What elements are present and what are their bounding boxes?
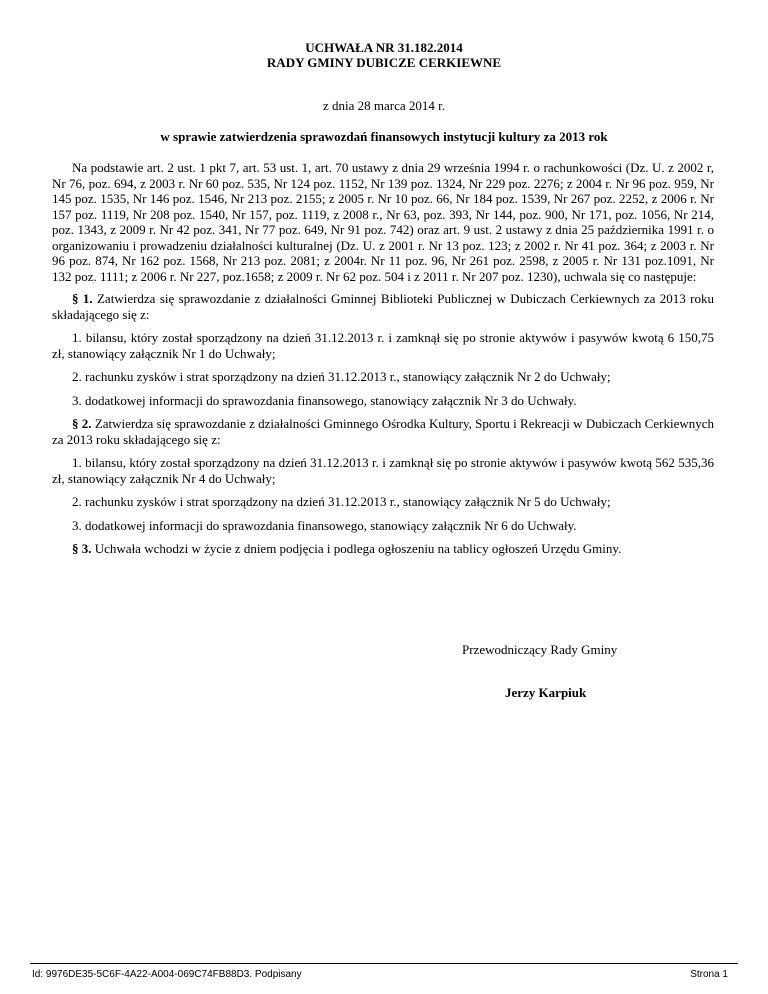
resolution-body (52, 160, 714, 565)
section-2-item-3: 3. dodatkowej informacji do sprawozdania finansowego, stanowiący załącznik Nr 6 do Uchwały. (72, 517, 577, 533)
signatory-role: Przewodniczący Rady Gminy (462, 642, 618, 657)
section-1-mark: § 1. (72, 291, 93, 306)
section-3-text: Uchwała wchodzi w życie z dniem podjęcia i podlega ogłoszeniu na tablicy ogłoszeń Urzędu Gminy. (91, 541, 622, 556)
resolution-subject: w sprawie zatwierdzenia sprawozdań finansowych instytucji kultury za 2013 rok (160, 129, 608, 144)
section-1-item-1: 1. bilansu, który został sporządzony na dzień 31.12.2013 r. i zamknął się po stronie aktywów i pasywów kwotą 6 150,75 zł, stanowiący załącznik Nr 1 do Uchwały; (52, 330, 714, 361)
resolution-date: z dnia 28 marca 2014 r. (322, 98, 445, 113)
section-1-item-3: 3. dodatkowej informacji do sprawozdania finansowego, stanowiący załącznik Nr 3 do Uchwały. (72, 392, 577, 408)
footer-divider (30, 963, 738, 964)
document-id: Id: 9976DE35-5C6F-4A22-A004-069C74FB88D3. Podpisany (32, 969, 302, 980)
section-3-mark: § 3. (72, 541, 92, 556)
signatory-name: Jerzy Karpiuk (505, 685, 587, 700)
section-1-item-2: 2. rachunku zysków i strat sporządzony na dzień 31.12.2013 r., stanowiący załącznik Nr 2 do Uchwały; (72, 369, 611, 384)
resolution-number: UCHWAŁA NR 31.182.2014 (305, 40, 463, 55)
section-1 (52, 291, 714, 322)
section-2-item-1: 1. bilansu, który został sporządzony na dzień 31.12.2013 r. i zamknął się po stronie aktywów i pasywów kwotą 562 535,36 zł, stanowiący załącznik Nr 4 do Uchwały; (52, 455, 714, 486)
council-name: RADY GMINY DUBICZE CERKIEWNE (266, 55, 502, 70)
preamble-paragraph: Na podstawie art. 2 ust. 1 pkt 7, art. 53 ust. 1, art. 70 ustawy z dnia 29 września 1994 r. o rachunkowości (Dz. U. z 2002 r, Nr 76, poz. 694, z 2003 r. Nr 60 poz. 535, Nr 124 poz. 1152, Nr 139 poz. 1324, Nr 229 poz. 2276; z 2004 r. Nr 96 poz. 959, Nr 145 poz. 1535, Nr 146 poz. 1546, Nr 213 poz. 2155; z 2005 r. Nr 10 poz. 66, Nr 184 poz. 1539, Nr 267 poz. 2252, z 2006 r. Nr 157 poz. 1119, Nr 208 poz. 1540, Nr 157, poz. 1119, z 2008 r., Nr 63, poz. 393, Nr 144, poz. 900, Nr 171, poz. 1056, Nr 214, poz. 1343, z 2009 r. Nr 42 poz. 341, Nr 77 poz. 649, Nr 91 poz. 742) oraz art. 9 ust. 2 ustawy z dnia 25 października 1991 r. o organizowaniu i prowadzeniu działalności kulturalnej (Dz. U. z 2001 r. Nr 13 poz. 123; z 2002 r. Nr 41 poz. 364; z 2003 r. Nr 96 poz. 874, Nr 162 poz. 1568, Nr 213 poz. 2081; z 2004r. Nr 11 poz. 96, Nr 261 poz. 2598, z 2005 r. Nr 131 poz.1091, Nr 132 poz. 1111; z 2006 r. Nr 227, poz.1658; z 2009 r. Nr 62 poz. 504 i z 2011 r. Nr 207 poz. 1230), uchwala się co następuje: (52, 160, 714, 284)
section-3 (52, 541, 714, 557)
section-2-mark: § 2. (72, 416, 92, 431)
section-2-item-2: 2. rachunku zysków i strat sporządzony na dzień 31.12.2013 r., stanowiący załącznik Nr 5 do Uchwały; (72, 494, 611, 509)
section-2-text: Zatwierdza się sprawozdanie z działalności Gminnego Ośrodka Kultury, Sportu i Rekreacji w Dubiczach Cerkiewnych za 2013 roku składającego się z: (52, 416, 714, 447)
section-2 (52, 416, 714, 447)
section-1-text: Zatwierdza się sprawozdanie z działalności Gminnej Biblioteki Publicznej w Dubiczach Cerkiewnych za 2013 roku składającego się z: (52, 291, 715, 322)
page-number: Strona 1 (690, 969, 728, 980)
